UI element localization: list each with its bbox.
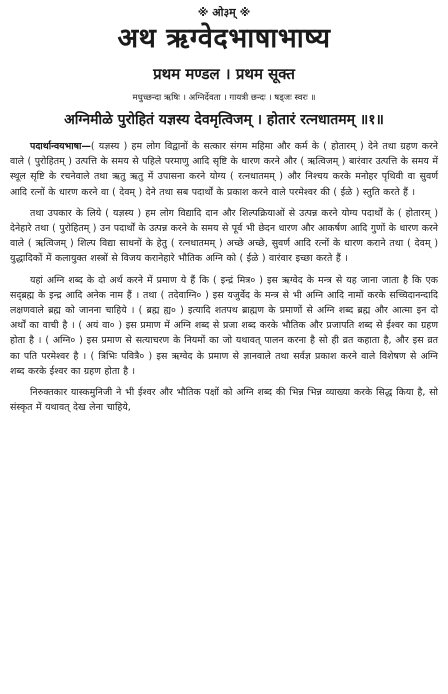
section-subtitle: प्रथम मण्डल । प्रथम सूक्त [153,65,295,83]
paragraph-bhautik-agni: तथा उपकार के लिये ( यज्ञस्य ) हम लोग विद्यादि दान और शिल्पक्रियाओं से उत्पन्न करने योग्य पदार्थों के ( होतारम् ) देनेहारे तथा ( पुरोहितम् ) उन पदार्थों के उत्पन्न करने के समय से पूर्व भी छेदन धारण और आकर्षण आदि गुणों के धारण करने वाले ( ऋत्विजम् ) शिल्प विद्या साधनों के हेतु ( रत्नधातमम् ) अच्छे अच्छे, सुवर्ण आदि रत्नों के धारण कराने तथा ( देवम् ) युद्धादिकों में कलायुक्त शस्त्रों से विजय करानेहारे भौतिक अग्नि को ( ईळे ) वारंवार इच्छा करते हैं । [10,207,438,265]
paragraph-label: पदार्थान्वयभाषा— [30,141,91,152]
paragraph-text: ( यज्ञस्य ) हम लोग विद्वानों के सत्कार संगम महिमा और कर्म के ( होतारम् ) देने तथा ग्रहण करने वाले ( पुरोहितम् ) उत्पत्ति के समय से पहिले परमाणु आदि सृष्टि के धारण करने और ( ऋत्विजम् ) बारंवार उत्पत्ति के समय में स्थूल सृष्टि के रचनेवाले तथा ऋतु ऋतु में उपासना करने योग्य ( रत्नधातमम् ) और निश्चय करके मनोहर पृथिवी वा सुवर्ण आदि रत्नों के धारण करने वा ( देवम् ) देने तथा सब पदार्थों के प्रकाश करने वाले परमेश्वर की ( ईळे ) स्तुति करते हैं । [10,141,438,198]
paragraph-pramana: यहां अग्नि शब्द के दो अर्थ करने में प्रमाण ये हैं कि ( इन्द्रं मित्र० ) इस ऋग्वेद के मन्त्र से यह जाना जाता है कि एक सद्ब्रह्म के इन्द्र आदि अनेक नाम हैं । तथा ( तदेवाग्नि० ) इस यजुर्वेद के मन्त्र से भी अग्नि आदि नामों करके सच्चिदानन्दादि लक्षणवाले ब्रह्म को जानना चाहिये । ( ब्रह्म ह्य० ) इत्यादि शतपथ ब्राह्मण के प्रमाणों से अग्नि शब्द ब्रह्म और आत्मा इन दो अर्थों का वाची है । ( अयं वा० ) इस प्रमाण में अग्नि शब्द से प्रजा शब्द करके भौतिक और प्रजापति शब्द से ईश्वर का ग्रहण होता है । ( अग्नि० ) इस प्रमाण से सत्याचरण के नियमों का जो यथावत् पालन करना है सो ही व्रत कहाता है, और इस व्रत का पति परमेश्वर है । ( त्रिभिः पवित्रै० ) इस ऋग्वेद के प्रमाण से ज्ञानवाले तथा सर्वज्ञ प्रकाश करने वाले विशेषण से अग्नि शब्द करके ईश्वर का ग्रहण होता है । [10,274,438,377]
mantra-verse: अग्निमीळे पुरोहितं यज्ञस्य देवमृत्विजम् । होतारं रत्नधातमम् ॥१॥ [64,112,384,128]
paragraph-padarthanvaya [10,139,438,200]
om-heading: ※ ओ३म् ※ [197,6,251,19]
page-title: अथ ऋग्वेदभाषाभाष्य [117,23,331,54]
mantra-metadata: मधुच्छन्दा ऋषिः । अग्निर्देवता । गायत्री छन्दः । षड्जः स्वरः ॥ [132,93,316,103]
paragraph-nirukta: निरुक्तकार यास्कमुनिजी ने भी ईश्वर और भौतिक पक्षों को अग्नि शब्द की भिन्न भिन्न व्याख्या करके सिद्ध किया है, सो संस्कृत में यथावत् देख लेना चाहिये, [10,387,438,414]
